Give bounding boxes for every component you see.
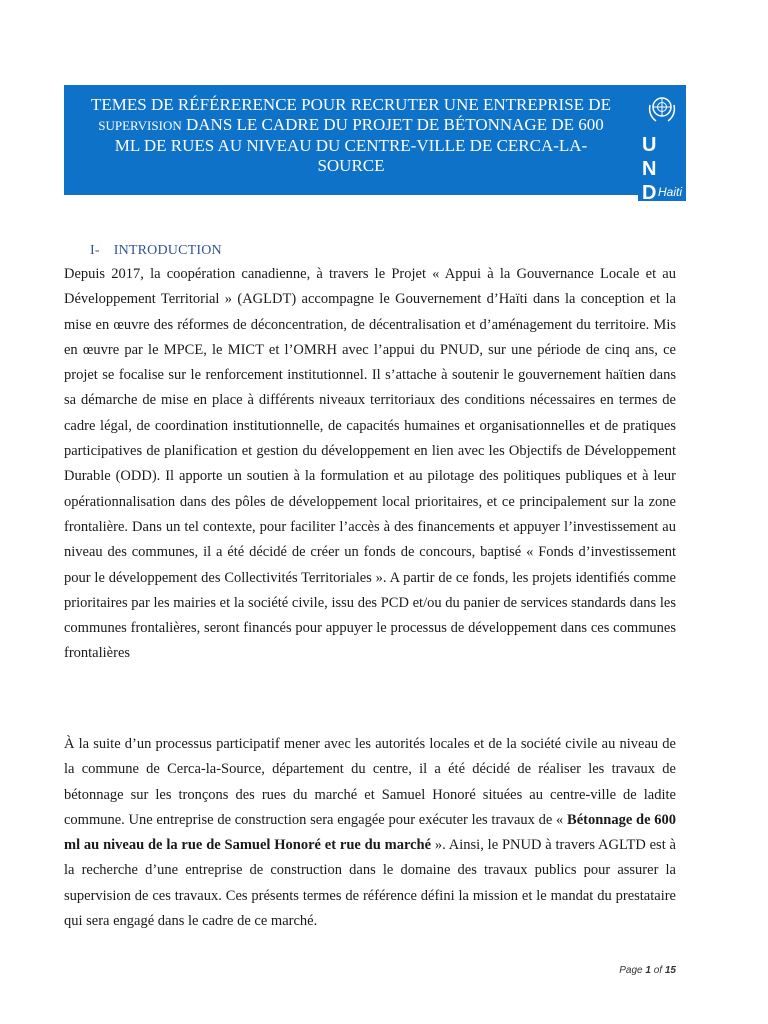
title-line-1: TEMES DE RÉFÉRERENCE POUR RECRUTER UNE ENTREPRISE DE (91, 95, 611, 114)
page-total: 15 (664, 965, 676, 976)
title-line-3: ML DE RUES AU NIVEAU DU CENTRE-VILLE DE CERCA-LA- (114, 136, 588, 155)
paragraph-2-bold: Bétonnage de 600 ml au niveau de la rue de Samuel Honoré et rue du marché (64, 811, 677, 854)
logo-country: Haiti (657, 185, 682, 199)
undp-letters-row-1: U N (642, 134, 661, 180)
title-smallcaps-word: SUPERVISION (98, 118, 182, 133)
page-of: of (653, 965, 663, 976)
page-current: 1 (645, 965, 651, 976)
paragraph-2 (64, 732, 676, 934)
page-number (619, 965, 676, 976)
section-number: I- (90, 243, 100, 258)
page-word: Page (619, 965, 643, 976)
title-line-4: SOURCE (317, 156, 385, 175)
undp-letters-row-2: D P (642, 182, 661, 228)
un-emblem-icon (644, 91, 680, 127)
undp-logo (638, 85, 686, 228)
section-title: INTRODUCTION (113, 243, 222, 258)
paragraph-2-text-b: ». Ainsi, le PNUD à travers AGLTD est à la recherche d’une entreprise de construction dans le domaine des travaux publics pour assurer la supervision de ces travaux. Ces présents termes de référence défini la mission et le mandat du prestataire qui sera engagé dans le cadre de ce marché. (64, 837, 676, 930)
paragraph-1: Depuis 2017, la coopération canadienne, à travers le Projet « Appui à la Gouvernance Locale et au Développement Territorial » (AGLDT) accompagne le Gouvernement d’Haïti dans la conception et la mise en œuvre des réformes de déconcentration, de décentralisation et d’aménagement du territoire. Mis en œuvre par le MPCE, le MICT et l’OMRH avec l’appui du PNUD, sur une période de cinq ans, ce projet se focalise sur le renforcement institutionnel. Il s’attache à soutenir le gouvernement haïtien dans sa démarche de mise en place à différents niveaux territoriaux des conditions nécessaires en termes de cadre légal, de coordination institutionnelle, de capacités humaines et organisationnelles et de pratiques participatives de planification et gestion du développement en lien avec les Objectifs de Développement Durable (ODD). Il apporte un soutien à la formulation et au pilotage des politiques publiques et à leur opérationnalisation dans des pôles de développement local prioritaires, et ce principalement sur la zone frontalière. Dans un tel contexte, pour faciliter l’accès à des financements et appuyer l’investissement au niveau des communes, il a été décidé de créer un fonds de concours, baptisé « Fonds d’investissement pour le développement des Collectivités Territoriales ». A partir de ce fonds, les projets identifiés comme prioritaires par les mairies et la société civile, issu des PCD et/ou du panier de services standards dans les communes frontalières, seront financés pour appuyer le processus de développement dans ces communes frontalières (64, 266, 676, 662)
section-heading (90, 243, 222, 259)
paragraph-2-text-a: À la suite d’un processus participatif mener avec les autorités locales et de la société civile au niveau de la commune de Cerca-la-Source, département du centre, il a été décidé de réaliser les travaux de bétonnage sur les tronçons des rues du marché et Samuel Honoré situées au centre-ville de ladite commune. Une entreprise de construction sera engagée pour exécuter les travaux de « (64, 736, 676, 828)
undp-letters (642, 133, 682, 229)
title-line-2-rest: DANS LE CADRE DU PROJET DE BÉTONNAGE DE 600 (181, 115, 604, 134)
title-line-2 (76, 115, 626, 136)
document-title-banner (64, 85, 638, 195)
